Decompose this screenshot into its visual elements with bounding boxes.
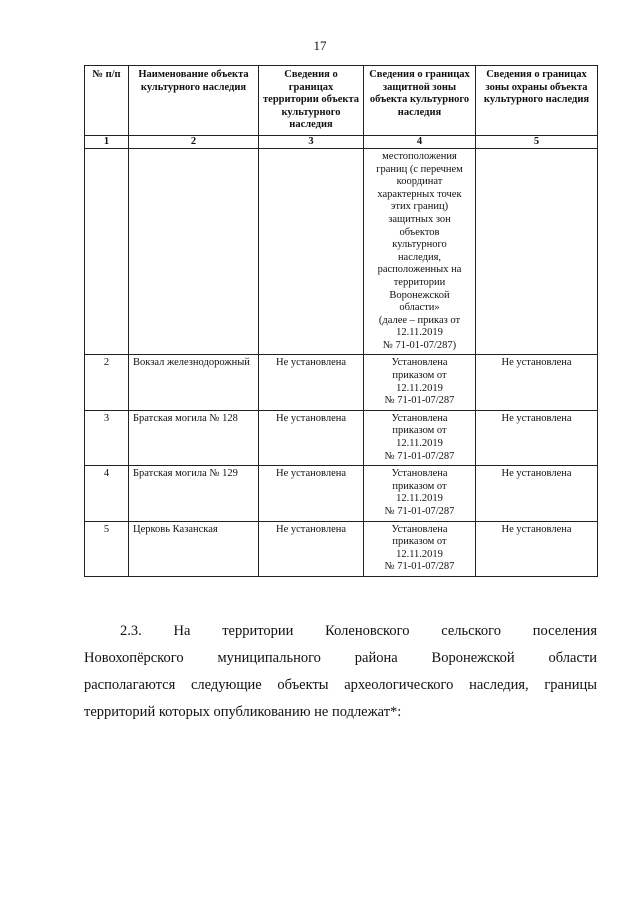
column-numbers-row	[85, 135, 598, 148]
continuation-row	[85, 148, 598, 355]
cell-line: Воронежской	[389, 289, 450, 301]
cell-line: защитных зон	[388, 213, 451, 225]
page-number: 17	[313, 38, 327, 53]
cell-line: границ (с перечнем	[376, 163, 463, 175]
header-protection-zone: Сведения о границах зоны охраны объекта культурного наследия	[476, 66, 598, 136]
cell-protective-zone	[364, 410, 476, 465]
cell-protection-zone: Не установлена	[476, 410, 598, 465]
table-row	[85, 410, 598, 465]
table-row	[85, 355, 598, 410]
cell-line: координат	[396, 176, 443, 188]
continuation-cell-empty	[259, 148, 364, 355]
cell-protection-zone: Не установлена	[476, 466, 598, 521]
cell-number: 4	[85, 466, 129, 521]
cell-name: Церковь Казанская	[129, 521, 259, 576]
continuation-cell-empty	[85, 148, 129, 355]
cell-line: № 71-01-07/287)	[382, 339, 457, 351]
column-number: 1	[85, 135, 129, 148]
table-row	[85, 466, 598, 521]
cell-line: 12.11.2019	[396, 382, 443, 394]
header-territory: Сведения о границах территории объекта культурного наследия	[259, 66, 364, 136]
cell-protective-zone	[364, 466, 476, 521]
cell-line: расположенных на	[377, 264, 462, 276]
cell-name: Братская могила № 129	[129, 466, 259, 521]
cell-protective-zone	[364, 521, 476, 576]
cell-protective-zone	[364, 355, 476, 410]
header-protective-zone: Сведения о границах защитной зоны объекта культурного наследия	[364, 66, 476, 136]
cell-line: Установлена	[391, 412, 448, 424]
paragraph-line: 2.3. На территории Коленовского сельского поселения	[120, 623, 597, 639]
column-number: 3	[259, 135, 364, 148]
column-number: 4	[364, 135, 476, 148]
heritage-table	[84, 65, 598, 577]
cell-line: приказом от	[392, 536, 447, 548]
cell-line: этих границ)	[390, 201, 449, 213]
column-number: 2	[129, 135, 259, 148]
cell-line: № 71-01-07/287	[384, 450, 455, 462]
cell-line: Установлена	[391, 523, 448, 535]
cell-protection-zone: Не установлена	[476, 355, 598, 410]
cell-line: культурного	[392, 239, 447, 251]
cell-name: Братская могила № 128	[129, 410, 259, 465]
cell-line: 12.11.2019	[396, 438, 443, 450]
cell-line: 12.11.2019	[396, 327, 443, 339]
cell-line: местоположения	[382, 150, 457, 162]
cell-territory: Не установлена	[259, 410, 364, 465]
cell-protection-zone: Не установлена	[476, 521, 598, 576]
paragraph-line: Новохопёрского муниципального района Воронежской области	[84, 650, 597, 666]
cell-line: № 71-01-07/287	[384, 395, 455, 407]
cell-number: 3	[85, 410, 129, 465]
cell-line: Установлена	[391, 468, 448, 480]
header-number: № п/п	[85, 66, 129, 136]
cell-line: приказом от	[392, 425, 447, 437]
cell-line: территории	[393, 276, 446, 288]
cell-line: 12.11.2019	[396, 548, 443, 560]
cell-line: характерных точек	[377, 188, 462, 200]
header-name: Наименование объекта культурного наследия	[129, 66, 259, 136]
cell-line: Установлена	[391, 357, 448, 369]
cell-line: наследия,	[397, 251, 442, 263]
cell-line: № 71-01-07/287	[384, 561, 455, 573]
paragraph-line: располагаются следующие объекты археологического наследия, границы	[84, 677, 597, 693]
table-header-row	[85, 66, 598, 136]
column-number: 5	[476, 135, 598, 148]
cell-name: Вокзал железнодорожный	[129, 355, 259, 410]
cell-territory: Не установлена	[259, 521, 364, 576]
paragraph-line: территорий которых опубликованию не подлежат*:	[84, 704, 402, 720]
cell-line: области»	[399, 302, 440, 314]
cell-territory: Не установлена	[259, 466, 364, 521]
continuation-cell-protective-zone	[364, 148, 476, 355]
continuation-cell-empty	[476, 148, 598, 355]
cell-line: № 71-01-07/287	[384, 506, 455, 517]
body-paragraph	[84, 618, 597, 726]
cell-line: 12.11.2019	[396, 493, 443, 505]
cell-line: объектов	[399, 226, 440, 238]
cell-territory: Не установлена	[259, 355, 364, 410]
table-row	[85, 521, 598, 576]
continuation-cell-empty	[129, 148, 259, 355]
cell-line: приказом от	[392, 480, 447, 492]
cell-line: (далее – приказ от	[378, 314, 461, 326]
cell-number: 2	[85, 355, 129, 410]
cell-line: приказом от	[392, 370, 447, 382]
cell-number: 5	[85, 521, 129, 576]
